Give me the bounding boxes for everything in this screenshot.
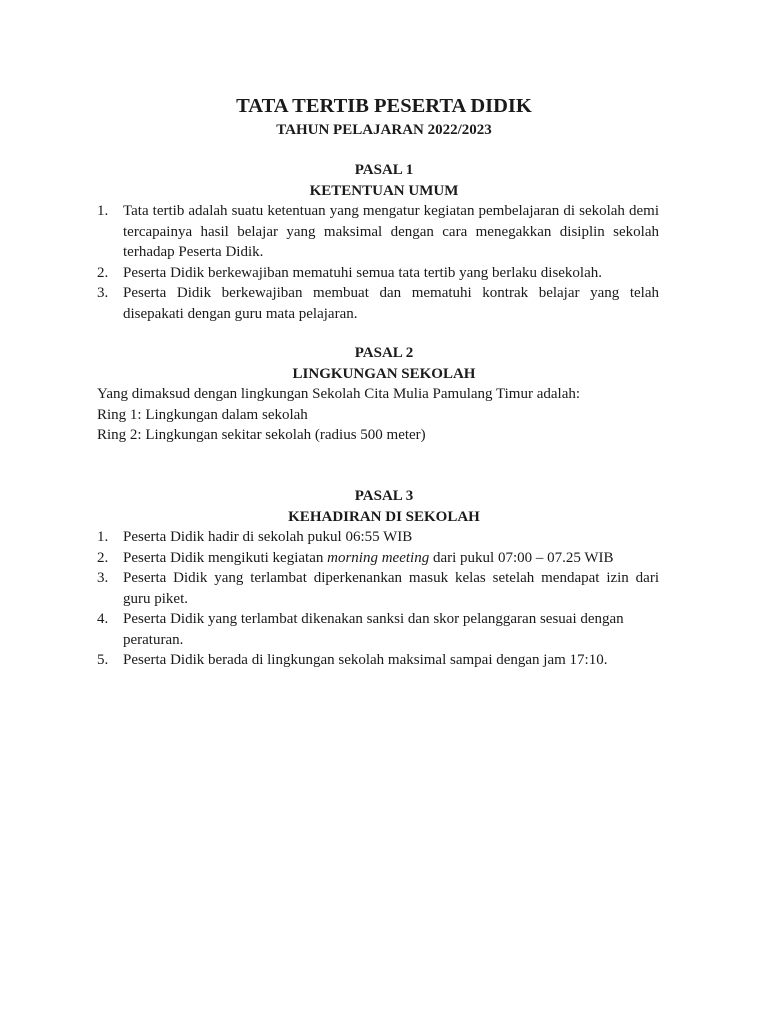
pasal-1-heading: KETENTUAN UMUM bbox=[309, 182, 459, 199]
list-item-text-italic: morning meeting bbox=[327, 549, 430, 566]
list-item-text: Peserta Didik berkewajiban membuat dan mematuhi kontrak belajar yang telah disepakati dengan guru mata pelajaran. bbox=[123, 285, 659, 322]
list-item-text-after: dari pukul 07:00 – 07.25 WIB bbox=[429, 549, 614, 566]
list-item-text-before: Peserta Didik mengikuti kegiatan bbox=[123, 549, 328, 566]
list-item bbox=[97, 650, 659, 671]
pasal-1-number: PASAL 1 bbox=[354, 162, 414, 178]
list-item-text: Peserta Didik yang terlambat dikenakan sanksi dan skor pelanggaran sesuai dengan peraturan. bbox=[123, 611, 624, 648]
list-item-number: 1. bbox=[97, 203, 109, 219]
pasal-2-ring-1: Ring 1: Lingkungan dalam sekolah bbox=[97, 406, 308, 423]
pasal-2-number: PASAL 2 bbox=[354, 345, 414, 361]
pasal-2-heading: LINGKUNGAN SEKOLAH bbox=[292, 365, 476, 382]
list-item-text: Peserta Didik berkewajiban mematuhi semua tata tertib yang berlaku disekolah. bbox=[123, 264, 603, 281]
list-item-number: 3. bbox=[97, 285, 109, 301]
list-item bbox=[97, 609, 659, 650]
list-item-number: 4. bbox=[97, 611, 109, 627]
list-item-number: 2. bbox=[97, 264, 109, 281]
list-item bbox=[97, 201, 659, 263]
list-item bbox=[97, 548, 659, 569]
list-item-text: Peserta Didik yang terlambat diperkenankan masuk kelas setelah mendapat izin dari guru piket. bbox=[123, 570, 659, 607]
list-item bbox=[97, 283, 659, 324]
list-item bbox=[97, 568, 659, 609]
list-item bbox=[97, 527, 659, 548]
list-item-text: Tata tertib adalah suatu ketentuan yang mengatur kegiatan pembelajaran di sekolah demi tercapainya hasil belajar yang maksimal dengan cara menegakkan disiplin sekolah terhadap Peserta Didik. bbox=[123, 203, 659, 260]
list-item bbox=[97, 263, 659, 284]
document-title: TATA TERTIB PESERTA DIDIK bbox=[236, 95, 532, 117]
list-item-number: 2. bbox=[97, 549, 109, 566]
pasal-2-body bbox=[97, 384, 697, 446]
pasal-2-intro: Yang dimaksud dengan lingkungan Sekolah Cita Mulia Pamulang Timur adalah: bbox=[97, 386, 581, 402]
pasal-1-list bbox=[97, 201, 659, 324]
list-item-text: Peserta Didik hadir di sekolah pukul 06:55 WIB bbox=[123, 529, 413, 545]
pasal-3-list bbox=[97, 527, 659, 671]
pasal-2-ring-2: Ring 2: Lingkungan sekitar sekolah (radius 500 meter) bbox=[97, 427, 426, 443]
list-item-number: 1. bbox=[97, 529, 109, 545]
pasal-3-number: PASAL 3 bbox=[354, 488, 414, 504]
list-item-number: 5. bbox=[97, 652, 109, 668]
list-item-number: 3. bbox=[97, 570, 109, 586]
document-subtitle: TAHUN PELAJARAN 2022/2023 bbox=[276, 122, 492, 138]
pasal-3-heading: KEHADIRAN DI SEKOLAH bbox=[288, 508, 480, 525]
list-item-text: Peserta Didik berada di lingkungan sekolah maksimal sampai dengan jam 17:10. bbox=[123, 652, 608, 668]
